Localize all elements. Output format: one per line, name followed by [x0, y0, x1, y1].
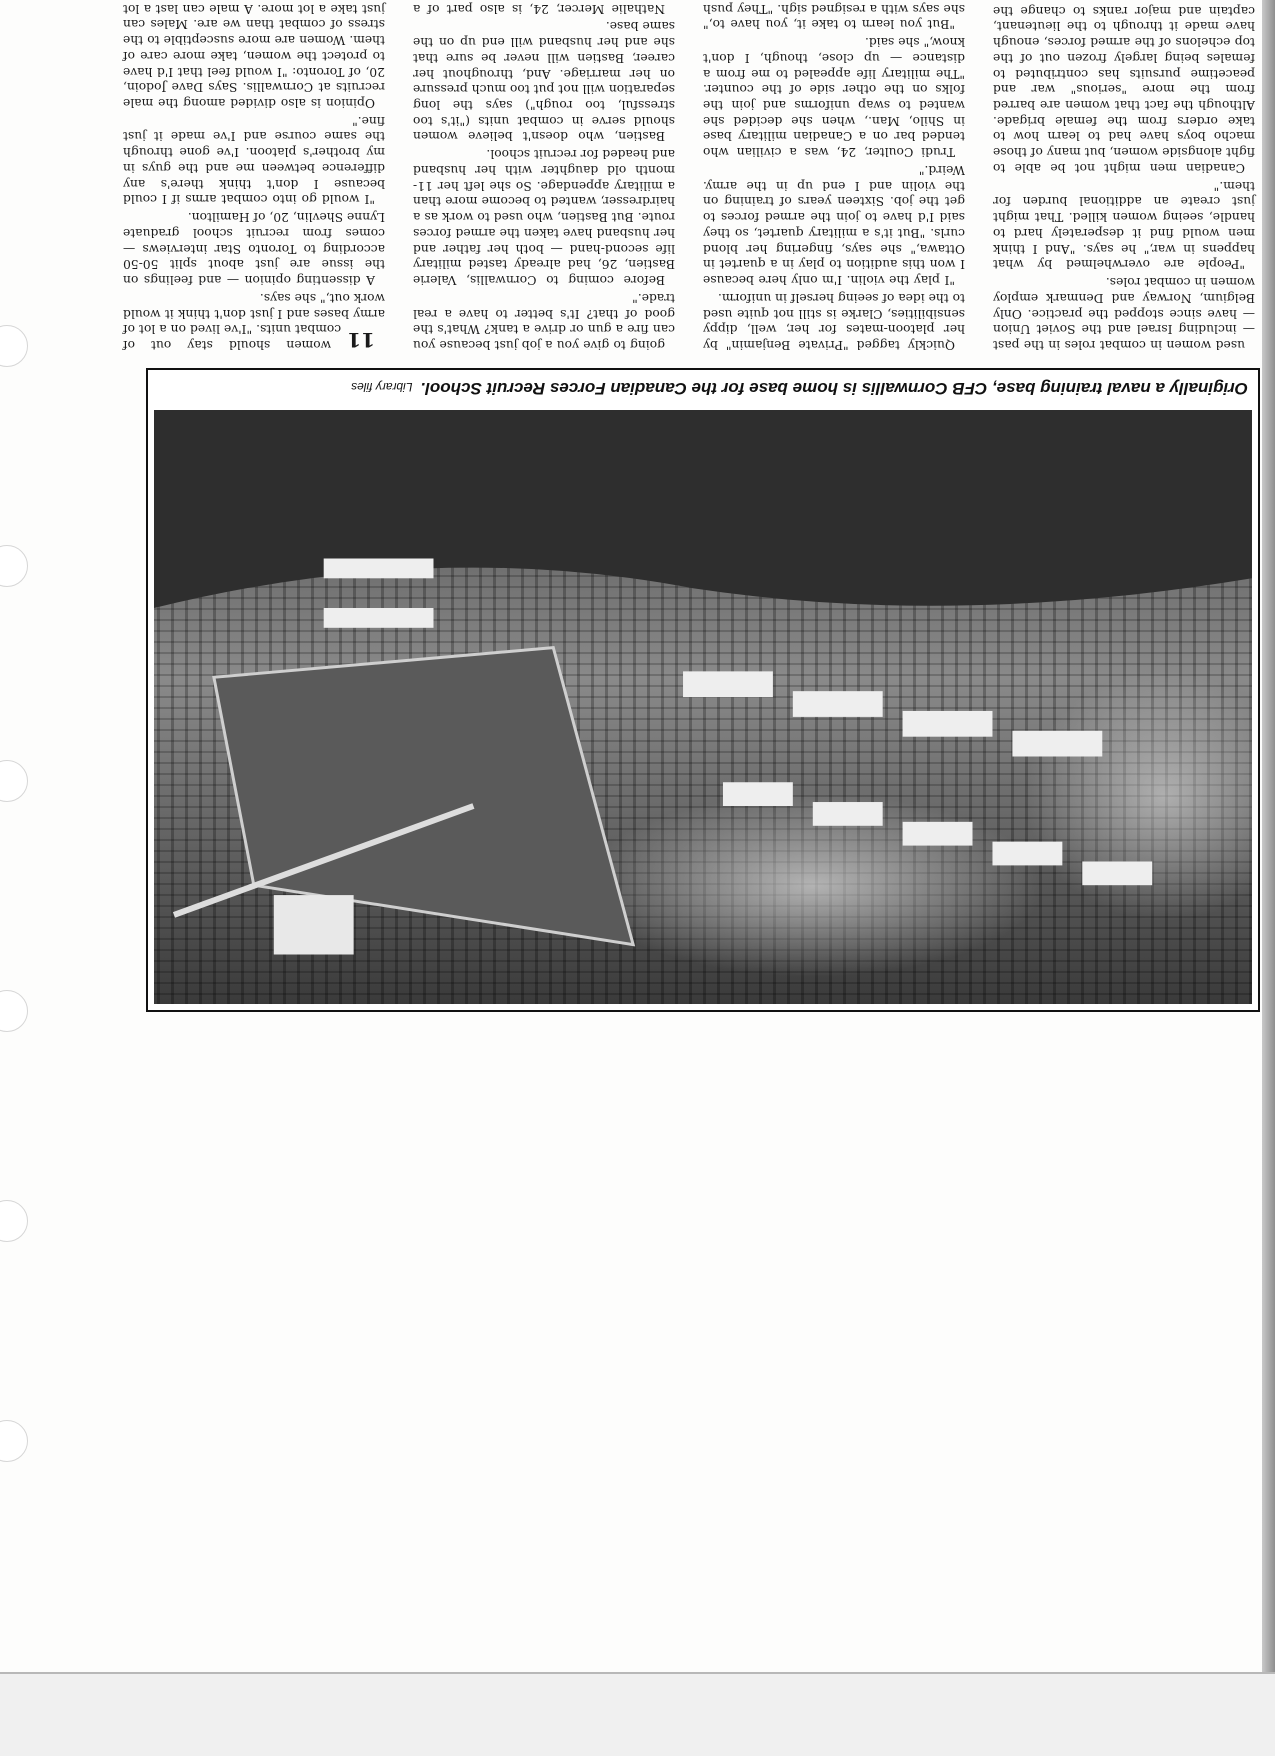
- article-paragraph-text: women should stay out of combat units. "I've lived on a lot of army bases and I just don't think it would work out," she says.: [123, 290, 385, 352]
- photo-barrack: [1012, 731, 1102, 757]
- photo-barrack: [793, 691, 883, 717]
- punch-hole: [0, 990, 28, 1032]
- article-paragraph: Bastien, who doesn't believe women should serve in combat units ("it's too stressful, too rough") says the long separation will not put too much pressure on her marriage. And, throughout her career, Bastien will never be sure that she and her husband will end up on the same base.: [413, 19, 675, 144]
- newspaper-clipping-inverted: [105, 1, 1265, 1670]
- punch-hole: [0, 1200, 28, 1242]
- article-paragraph: Quickly tagged "Private Benjamin" by her platoon-mates for her, well, dippy sensibilities, Clarke is still not quite used to the idea of seeing herself in uniform.: [703, 290, 965, 352]
- photo-barrack: [903, 711, 993, 737]
- photo-barrack: [723, 782, 793, 806]
- photo-caption-text: Originally a naval training base, CFB Cornwallis is home base for the Canadian Forces Recruit School.: [420, 379, 1248, 398]
- article-paragraph: "I would go into combat arms if I could because I don't think there's any difference between me and the guys in my brother's platoon. I've gone through the same course and I've made it just fine.": [123, 113, 385, 207]
- aerial-photo-cfb-cornwallis: [154, 410, 1252, 1004]
- punch-hole: [0, 760, 28, 802]
- article-paragraph: Canadian men might not be able to fight alongside women, but many of those macho boys have had to learn how to take orders from the female brigade. Although the fact that women are barred from the more "serious" war and peacetime pursuits has contributed to females being largely frozen out of the top echelons of the armed forces, enough have made it through to the lieutenant, captain and major ranks to change the: [993, 3, 1255, 175]
- article-paragraph: going to give you a job just because you can fire a gun or drive a tank? What's the good of that? It's better to have a real trade.": [413, 290, 675, 352]
- photo-shoreline-shadow: [154, 410, 1252, 608]
- photo-barrack: [813, 802, 883, 826]
- article-paragraph: "People are overwhelmed by what happens in war," he says. "And I think men would find it desperately hard to handle, seeing women killed. That might just create an additional burden for them.": [993, 178, 1255, 272]
- punch-hole: [0, 325, 28, 367]
- photo-credit: Library files: [351, 380, 413, 394]
- article-paragraph: Opinion is also divided among the male recruits at Cornwallis. Says Dave Jodoin, 20, of Toronto: "I would feel that I'd have to protect the women, take more care of them. Women are more susceptible to the stress of combat than we are. Males can just take a lot more. A male can last a lot: [123, 1, 385, 110]
- article-paragraph: "I play the violin. I'm only here because I won this audition to play in a quartet in Ottawa," she says, fingering her blond curls. "But it's a military quartet, so they said I'd have to join the armed forces to get the job. Sixteen years of training on the violin and I end up in the army. Weird.": [703, 162, 965, 288]
- article-paragraph: Nathalie Mercer, 24, is also part of a: [413, 1, 665, 16]
- article-column: [703, 1, 965, 352]
- photo-caption: [158, 378, 1248, 398]
- aerial-photo-drawing: [154, 410, 1252, 1004]
- photo-large-building: [274, 895, 354, 954]
- photo-barrack: [903, 822, 973, 846]
- article-column: [123, 1, 385, 352]
- punch-hole: [0, 1420, 28, 1462]
- article-paragraph: Before coming to Cornwallis, Valerie Bastien, 26, had already tasted military life second-hand — both her father and her husband have taken the armed forces route. But Bastien, who used to work as a hairdresser, wanted to become more than a military appendage. So she left her 11-month old daughter with her husband and headed for recruit school.: [413, 147, 675, 288]
- page-number: 11: [347, 328, 375, 352]
- photo-barrack: [324, 608, 434, 628]
- scanner-bed-strip: [0, 1672, 1275, 1756]
- article-body: [115, 1, 1255, 352]
- photo-barrack: [683, 671, 773, 697]
- article-column: [413, 1, 675, 352]
- article-paragraph: Trudi Coulter, 24, was a civilian who tended bar on a Canadian military base in Shilo, Man., when she decided she wanted to swap uniforms and join the folks on the other side of the counter. "The military life appealed to me from a distance — up close, though, I don't know," she said.: [703, 35, 965, 160]
- punch-hole: [0, 545, 28, 587]
- article-paragraph: "But you learn to take it, you have to," she says with a resigned sigh. "They push: [703, 1, 965, 32]
- photo-barrack: [324, 559, 434, 579]
- article-paragraph: [123, 289, 385, 352]
- article-paragraph: used women in combat roles in the past — including Israel and the Soviet Union — have since stopped the practice. Only Belgium, Norway and Denmark employ women in combat roles.: [993, 275, 1255, 352]
- article-column: [993, 3, 1255, 352]
- photo-frame: [146, 368, 1260, 1012]
- article-paragraph: A dissenting opinion — and feelings on the issue are just about split 50-50 according to Toronto Star interviews — comes from recruit school graduate Lynne Shevlin, 20, of Hamilton.: [123, 210, 385, 288]
- photo-barrack: [1082, 861, 1152, 885]
- photo-barrack: [992, 842, 1062, 866]
